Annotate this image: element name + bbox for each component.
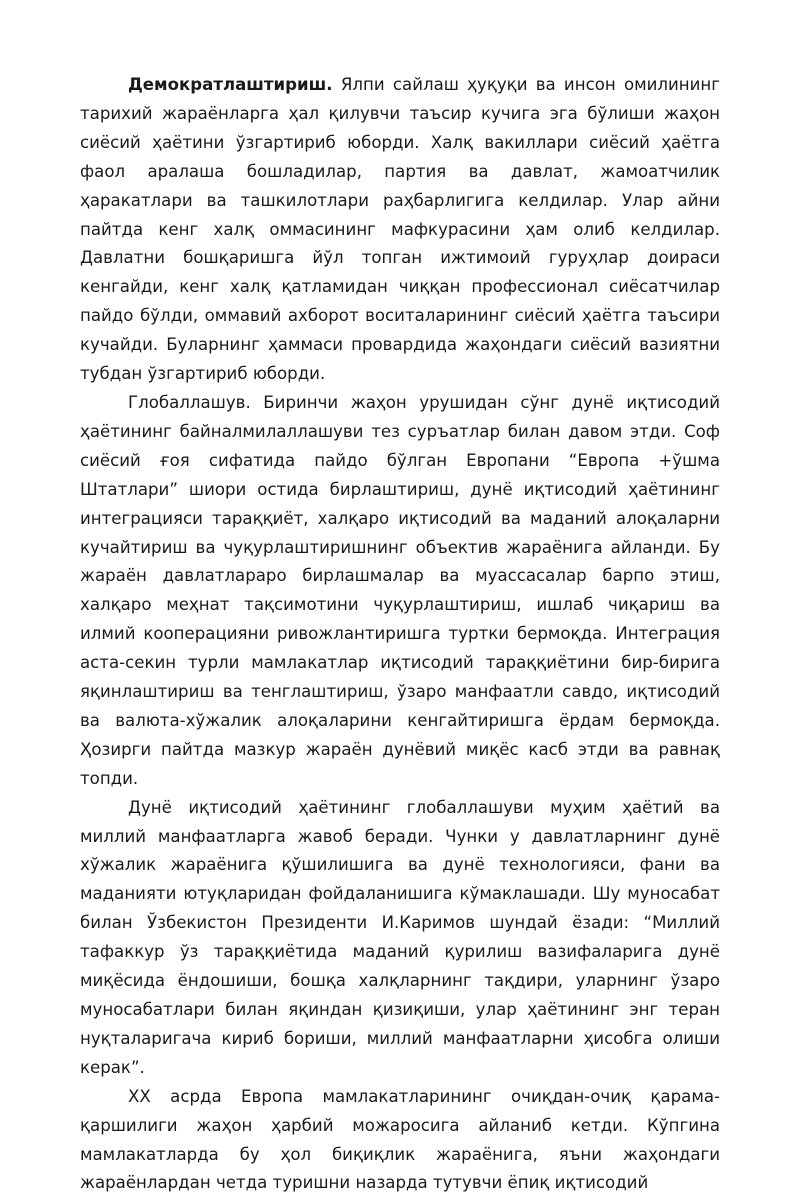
paragraph-text: Глобаллашув. Биринчи жаҳон урушидан сўнг дунё иқтисодий ҳаётининг байналмилаллашуви тез суръатлар билан давом этди. Соф сиёсий ғоя сифатида пайдо бўлган Европани “Европа +ўшма Штатлари” шиори остида бирлаштириш, дунё иқтисодий ҳаётининг интеграцияси тараққиёт, халқаро иқтисодий ва маданий алоқаларни кучайтириш ва чуқурлаштиришнинг объектив жараёнига айланди. Бу жараён давлатлараро бирлашмалар ва муассасалар барпо этиш, халқаро меҳнат тақсимотини чуқурлаштириш, ишлаб чиқариш ва илмий кооперацияни ривожлантиришга туртки бермоқда. Интеграция аста-секин турли мамлакатлар иқтисодий тараққиётини бир-бирига яқинлаштириш ва тенглаштириш, ўзаро манфаатли савдо, иқтисодий ва валюта-хўжалик алоқаларини кенгайтиришга ёрдам бермоқда. Ҳозирги пайтда мазкур жараён дунёвий миқёс касб этди ва равнақ топди. [80, 392, 720, 788]
paragraph-twentieth-century [80, 1083, 720, 1198]
paragraph-globalization [80, 389, 720, 794]
paragraph-democratization [80, 71, 720, 389]
document-page [80, 71, 720, 1198]
paragraph-text: XX асрда Европа мамлакатларининг очиқдан-очиқ қарама-қаршилиги жаҳон ҳарбий можаросига айланиб кетди. Кўпгина мамлакатларда бу ҳол биқиқлик жараёнига, яъни жаҳондаги жараёнлардан четда туришни назарда тутувчи ёпиқ иқтисодий [80, 1086, 720, 1193]
paragraph-text: Ялпи сайлаш ҳуқуқи ва инсон омилининг тарихий жараёнларга ҳал қилувчи таъсир кучига эга бўлиши жаҳон сиёсий ҳаётини ўзгартириб юборди. Халқ вакиллари сиёсий ҳаётга фаол аралаша бошладилар, партия ва давлат, жамоатчилик ҳаракатлари ва ташкилотлари раҳбарлигига келдилар. Улар айни пайтда кенг халқ оммасининг мафкурасини ҳам олиб келдилар. Давлатни бошқаришга йўл топган ижтимоий гуруҳлар доираси кенгайди, кенг халқ қатламидан чиққан профессионал сиёсатчилар пайдо бўлди, оммавий ахборот воситаларининг сиёсий ҳаётга таъсири кучайди. Буларнинг ҳаммаси провардида жаҳондаги сиёсий вазиятни тубдан ўзгартириб юборди. [80, 75, 720, 384]
paragraph-economic-globalization [80, 794, 720, 1083]
paragraph-lead-heading: Демократлаштириш. [128, 75, 333, 94]
paragraph-text: Дунё иқтисодий ҳаётининг глобаллашуви муҳим ҳаётий ва миллий манфаатларга жавоб беради. Чунки у давлатларнинг дунё хўжалик жараёнига қўшилишига ва дунё технологияси, фани ва маданияти ютуқларидан фойдаланишига кўмаклашади. Шу муносабат билан Ўзбекистон Президенти И.Каримов шундай ёзади: “Миллий тафаккур ўз тараққиётида маданий қурилиш вазифаларига дунё миқёсида ёндошиши, бошқа халқларнинг тақдири, уларнинг ўзаро муносабатлари билан яқиндан қизиқиши, улар ҳаётининг энг теран нуқталаригача кириб бориши, миллий манфаатларни ҳисобга олиши керак”. [80, 797, 720, 1077]
